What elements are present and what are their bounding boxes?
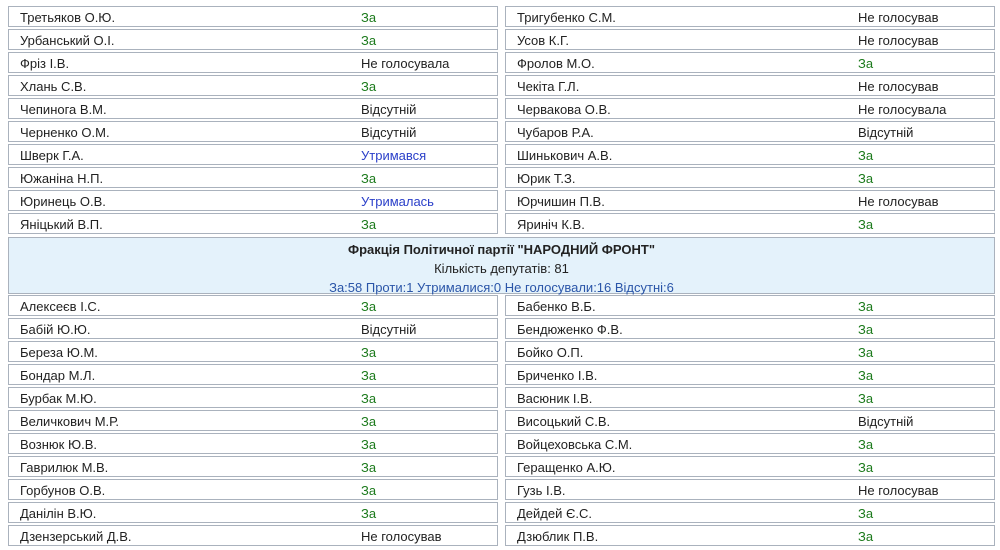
deputy-cell bbox=[505, 29, 995, 50]
deputy-cell bbox=[8, 502, 498, 523]
deputy-name: Чепинога В.М. bbox=[20, 102, 107, 117]
deputy-cell bbox=[505, 364, 995, 385]
deputy-cell bbox=[505, 525, 995, 546]
deputy-cell bbox=[8, 341, 498, 362]
vote-result: За bbox=[361, 391, 377, 406]
vote-result: Відсутній bbox=[858, 125, 914, 140]
deputy-name: Гузь І.В. bbox=[517, 483, 566, 498]
vote-result: За bbox=[858, 148, 874, 163]
deputy-cell bbox=[505, 98, 995, 119]
deputy-cell bbox=[8, 75, 498, 96]
deputy-cell bbox=[8, 525, 498, 546]
deputy-cell bbox=[8, 433, 498, 454]
deputy-name: Гаврилюк М.В. bbox=[20, 460, 109, 475]
deputy-name: Чекіта Г.Л. bbox=[517, 79, 580, 94]
table-row bbox=[8, 144, 995, 165]
table-row bbox=[8, 456, 995, 477]
faction-header bbox=[8, 237, 995, 294]
vote-result: За bbox=[858, 506, 874, 521]
deputy-name: Висоцький С.В. bbox=[517, 414, 611, 429]
vote-result: Не голосував bbox=[858, 33, 939, 48]
table-row bbox=[8, 29, 995, 50]
deputy-name: Данілін В.Ю. bbox=[20, 506, 97, 521]
deputy-name: Шинькович А.В. bbox=[517, 148, 613, 163]
deputy-cell bbox=[505, 213, 995, 234]
vote-result: За bbox=[858, 322, 874, 337]
deputy-cell bbox=[8, 98, 498, 119]
vote-result: За bbox=[858, 217, 874, 232]
vote-result: За bbox=[858, 345, 874, 360]
table-row bbox=[8, 341, 995, 362]
deputy-cell bbox=[505, 52, 995, 73]
vote-result: За bbox=[858, 460, 874, 475]
table-row bbox=[8, 295, 995, 316]
deputy-cell bbox=[505, 190, 995, 211]
deputy-cell bbox=[8, 167, 498, 188]
deputy-name: Бендюженко Ф.В. bbox=[517, 322, 623, 337]
deputies-table-bottom bbox=[8, 295, 995, 548]
deputy-cell bbox=[505, 75, 995, 96]
table-row bbox=[8, 190, 995, 211]
deputy-name: Усов К.Г. bbox=[517, 33, 570, 48]
deputy-name: Войцеховська С.М. bbox=[517, 437, 633, 452]
deputy-name: Южаніна Н.П. bbox=[20, 171, 104, 186]
vote-result: Не голосував bbox=[858, 10, 939, 25]
deputy-cell bbox=[8, 190, 498, 211]
deputy-name: Алексеєв І.С. bbox=[20, 299, 101, 314]
deputy-cell bbox=[8, 213, 498, 234]
deputy-cell bbox=[505, 433, 995, 454]
table-row bbox=[8, 167, 995, 188]
deputy-cell bbox=[8, 52, 498, 73]
table-row bbox=[8, 318, 995, 339]
vote-result: За bbox=[858, 171, 874, 186]
deputy-name: Третьяков О.Ю. bbox=[20, 10, 116, 25]
deputy-name: Береза Ю.М. bbox=[20, 345, 98, 360]
deputy-cell bbox=[8, 6, 498, 27]
deputy-name: Горбунов О.В. bbox=[20, 483, 106, 498]
deputy-name: Дейдей Є.С. bbox=[517, 506, 592, 521]
deputy-cell bbox=[505, 479, 995, 500]
deputy-cell bbox=[505, 144, 995, 165]
vote-result: За bbox=[361, 10, 377, 25]
vote-result: За bbox=[361, 345, 377, 360]
table-row bbox=[8, 213, 995, 234]
table-row bbox=[8, 52, 995, 73]
vote-result: За bbox=[361, 460, 377, 475]
deputy-cell bbox=[505, 410, 995, 431]
deputy-cell bbox=[505, 318, 995, 339]
vote-result: За bbox=[361, 33, 377, 48]
deputy-cell bbox=[8, 456, 498, 477]
deputy-name: Геращенко А.Ю. bbox=[517, 460, 616, 475]
table-row bbox=[8, 364, 995, 385]
deputy-name: Бриченко І.В. bbox=[517, 368, 598, 383]
deputy-name: Дзензерський Д.В. bbox=[20, 529, 132, 544]
deputy-name: Яніцький В.П. bbox=[20, 217, 103, 232]
table-row bbox=[8, 98, 995, 119]
vote-result: За bbox=[361, 171, 377, 186]
table-row bbox=[8, 433, 995, 454]
deputy-cell bbox=[8, 364, 498, 385]
vote-result: За bbox=[858, 299, 874, 314]
deputy-cell bbox=[505, 341, 995, 362]
deputy-name: Яриніч К.В. bbox=[517, 217, 585, 232]
table-row bbox=[8, 121, 995, 142]
vote-result: За bbox=[361, 483, 377, 498]
deputy-name: Бабій Ю.Ю. bbox=[20, 322, 91, 337]
deputy-name: Вознюк Ю.В. bbox=[20, 437, 97, 452]
deputy-cell bbox=[8, 410, 498, 431]
table-row bbox=[8, 479, 995, 500]
vote-result: Відсутній bbox=[361, 125, 417, 140]
vote-result: Відсутній bbox=[361, 322, 417, 337]
vote-result: Відсутній bbox=[858, 414, 914, 429]
vote-result: За bbox=[858, 391, 874, 406]
vote-result: За bbox=[361, 414, 377, 429]
vote-result: За bbox=[858, 529, 874, 544]
table-row bbox=[8, 387, 995, 408]
faction-title: Фракція Політичної партії "НАРОДНИЙ ФРОНТ" bbox=[348, 242, 655, 257]
deputy-cell bbox=[8, 144, 498, 165]
vote-result: За bbox=[361, 368, 377, 383]
deputy-cell bbox=[505, 167, 995, 188]
deputy-cell bbox=[505, 456, 995, 477]
table-row bbox=[8, 75, 995, 96]
vote-result: Не голосував bbox=[858, 483, 939, 498]
deputy-name: Юрик Т.З. bbox=[517, 171, 576, 186]
faction-vote-stats: За:58 Проти:1 Утрималися:0 Не голосували:16 Відсутні:6 bbox=[329, 280, 674, 295]
deputy-name: Васюник І.В. bbox=[517, 391, 593, 406]
vote-result: Не голосувала bbox=[858, 102, 947, 117]
vote-result: За bbox=[858, 368, 874, 383]
vote-result: За bbox=[858, 437, 874, 452]
deputy-name: Червакова О.В. bbox=[517, 102, 611, 117]
deputy-name: Шверк Г.А. bbox=[20, 148, 84, 163]
deputy-name: Величкович М.Р. bbox=[20, 414, 119, 429]
deputy-name: Бабенко В.Б. bbox=[517, 299, 596, 314]
table-row bbox=[8, 502, 995, 523]
deputy-name: Бондар М.Л. bbox=[20, 368, 96, 383]
deputy-name: Хлань С.В. bbox=[20, 79, 87, 94]
deputy-name: Черненко О.М. bbox=[20, 125, 110, 140]
vote-result: Утрималась bbox=[361, 194, 434, 209]
deputy-cell bbox=[8, 295, 498, 316]
vote-result: За bbox=[361, 506, 377, 521]
vote-result: За bbox=[858, 56, 874, 71]
faction-deputy-count: Кількість депутатів: 81 bbox=[434, 261, 569, 276]
deputy-cell bbox=[8, 387, 498, 408]
deputy-cell bbox=[505, 387, 995, 408]
deputy-cell bbox=[8, 29, 498, 50]
deputy-name: Фролов М.О. bbox=[517, 56, 595, 71]
deputy-name: Тригубенко С.М. bbox=[517, 10, 616, 25]
table-row bbox=[8, 6, 995, 27]
vote-result: За bbox=[361, 79, 377, 94]
deputy-name: Урбанський О.І. bbox=[20, 33, 115, 48]
deputy-name: Бурбак М.Ю. bbox=[20, 391, 97, 406]
deputies-table-top bbox=[8, 6, 995, 236]
deputy-cell bbox=[505, 121, 995, 142]
deputy-cell bbox=[8, 318, 498, 339]
deputy-name: Дзюблик П.В. bbox=[517, 529, 599, 544]
deputy-name: Бойко О.П. bbox=[517, 345, 584, 360]
vote-result: Не голосував bbox=[858, 194, 939, 209]
deputy-cell bbox=[505, 6, 995, 27]
deputy-cell bbox=[8, 121, 498, 142]
vote-result: Не голосувала bbox=[361, 56, 450, 71]
vote-result: За bbox=[361, 217, 377, 232]
deputy-name: Юрчишин П.В. bbox=[517, 194, 605, 209]
deputy-cell bbox=[8, 479, 498, 500]
vote-result: Не голосував bbox=[858, 79, 939, 94]
deputy-cell bbox=[505, 295, 995, 316]
table-row bbox=[8, 410, 995, 431]
deputy-name: Чубаров Р.А. bbox=[517, 125, 594, 140]
deputy-name: Фріз І.В. bbox=[20, 56, 70, 71]
vote-result: Утримався bbox=[361, 148, 427, 163]
deputy-cell bbox=[505, 502, 995, 523]
deputy-name: Юринець О.В. bbox=[20, 194, 106, 209]
vote-result: За bbox=[361, 299, 377, 314]
vote-result: За bbox=[361, 437, 377, 452]
table-row bbox=[8, 525, 995, 546]
vote-result: Не голосував bbox=[361, 529, 442, 544]
vote-result: Відсутній bbox=[361, 102, 417, 117]
